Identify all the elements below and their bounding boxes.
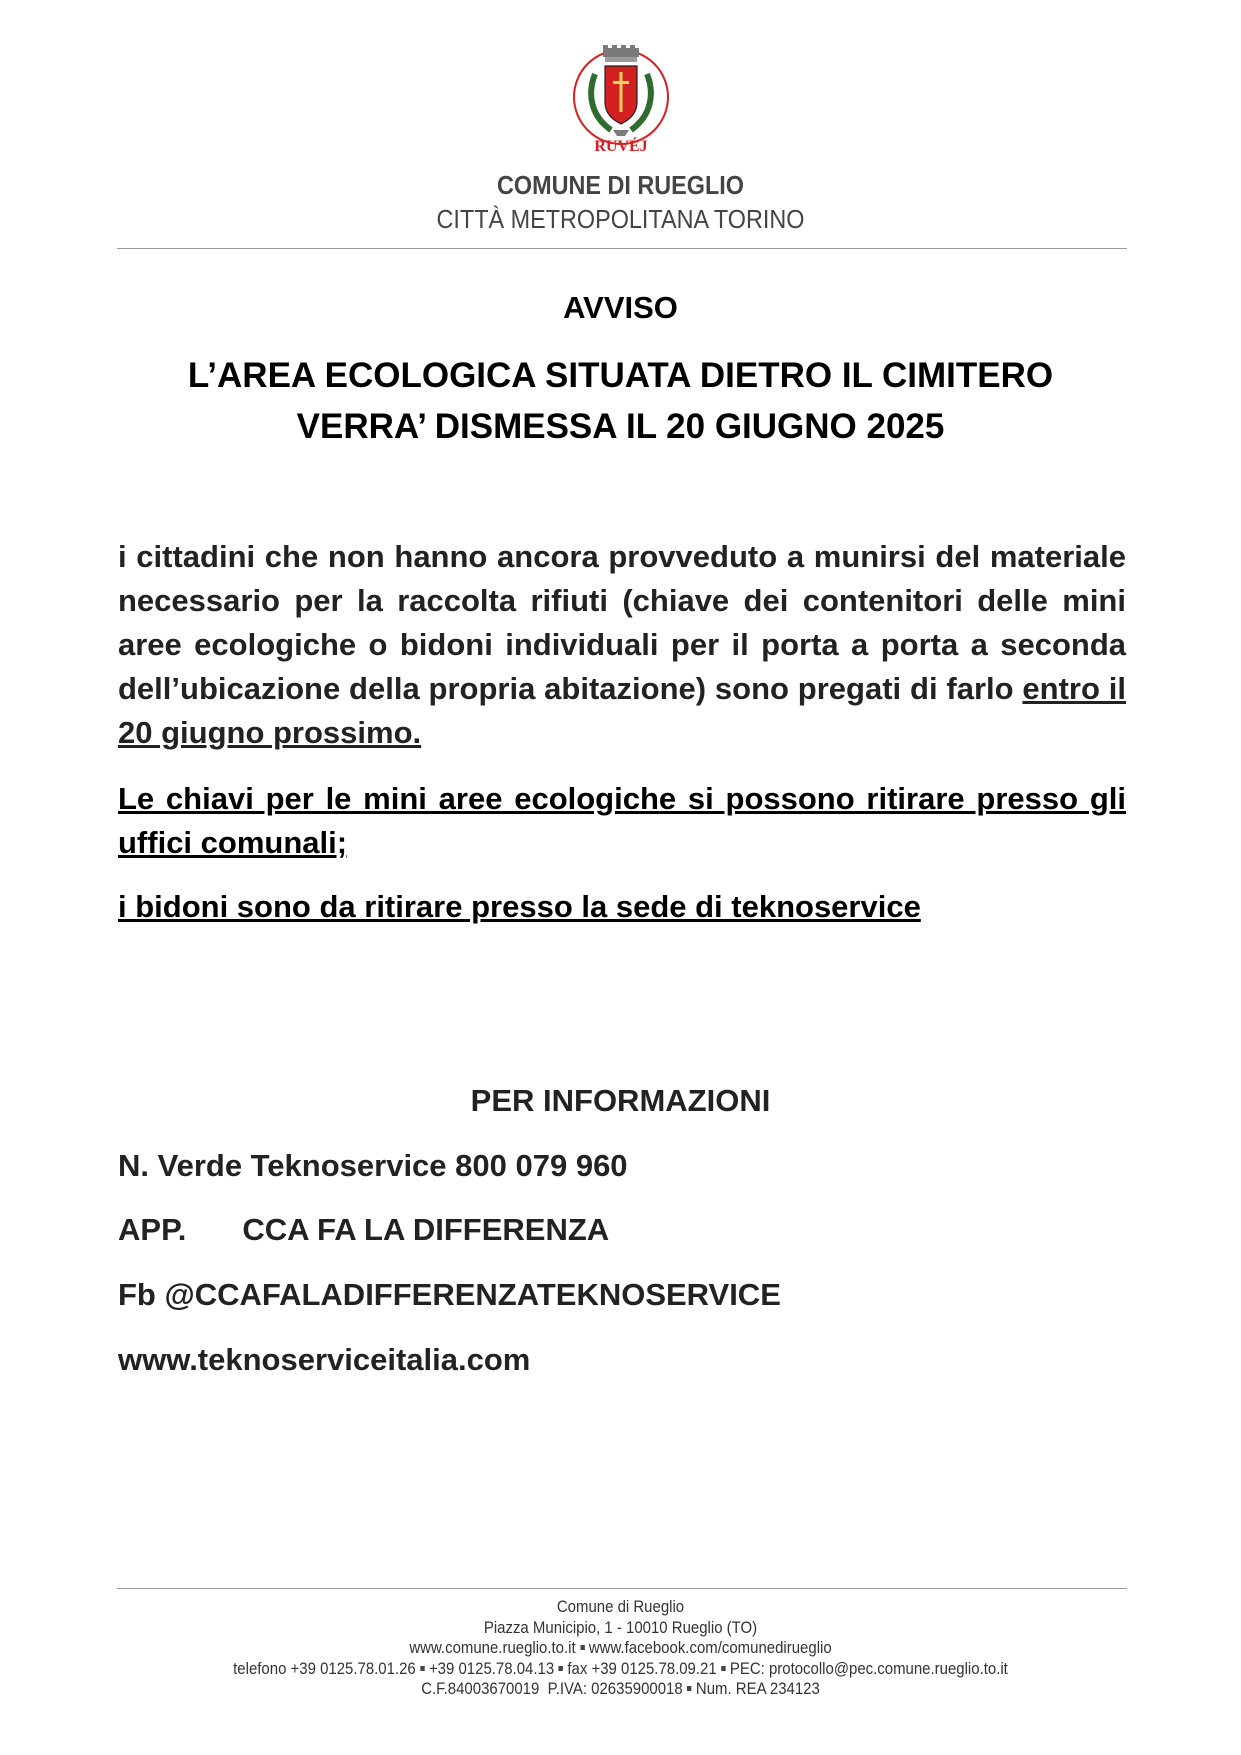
footer-pec: PEC: protocollo@pec.comune.rueglio.to.it	[729, 1658, 1008, 1678]
footer-name: Comune di Rueglio	[556, 1597, 685, 1616]
bins-paragraph: i bidoni sono da ritirare presso la sede di teknoservice	[118, 889, 921, 924]
deadline-text: entro il 20 giugno prossimo.	[118, 671, 1126, 750]
footer-facebook: www.facebook.com/comunedirueglio	[588, 1638, 832, 1657]
footer-web-line	[74, 1638, 1166, 1659]
crest-motto: RUVÉJ	[594, 138, 648, 155]
municipal-crest	[567, 44, 675, 156]
footer-piva: P.IVA: 02635900018	[547, 1679, 683, 1698]
footer-rea: Num. REA 234123	[695, 1679, 820, 1698]
footer-tax-line	[74, 1679, 1166, 1700]
info-title: PER INFORMAZIONI	[470, 1083, 771, 1118]
main-paragraph-text: i cittadini che non hanno ancora provveduto a munirsi del materiale necessario per la raccolta rifiuti (chiave dei contenitori delle mini aree ecologiche o bidoni individuali per il porta a porta a seconda dell’ubicazione della propria abitazione) sono pregati di farlo	[118, 539, 1126, 706]
info-app	[118, 1212, 609, 1248]
footer-divider	[117, 1588, 1127, 1589]
main-paragraph	[118, 535, 1126, 755]
notice-label: AVVISO	[563, 290, 678, 325]
keys-paragraph: Le chiavi per le mini aree ecologiche si possono ritirare presso gli uffici comunali;	[118, 781, 1126, 860]
footer-phone-2: +39 0125.78.04.13	[428, 1658, 555, 1678]
footer	[0, 1597, 1241, 1700]
municipality-subtitle: CITTÀ METROPOLITANA TORINO	[436, 204, 805, 234]
footer-phone-1: telefono +39 0125.78.01.26	[233, 1658, 416, 1678]
footer-contact-line	[74, 1659, 1166, 1680]
info-app-name: CCA FA LA DIFFERENZA	[242, 1212, 610, 1247]
footer-cf: C.F.84003670019	[421, 1679, 540, 1698]
header-divider	[117, 248, 1127, 249]
footer-site: www.comune.rueglio.to.it	[409, 1638, 576, 1657]
municipality-name: COMUNE DI RUEGLIO	[496, 170, 744, 200]
headline-line-1: L’AREA ECOLOGICA SITUATA DIETRO IL CIMITERO	[187, 356, 1054, 395]
info-app-label: APP.	[118, 1212, 187, 1247]
headline-line-2: VERRA’ DISMESSA IL 20 GIUGNO 2025	[296, 407, 945, 446]
info-website: www.teknoserviceitalia.com	[118, 1342, 531, 1377]
footer-fax: fax +39 0125.78.09.21	[567, 1658, 717, 1678]
info-phone: N. Verde Teknoservice 800 079 960	[118, 1148, 628, 1183]
notice-headline	[0, 350, 1241, 452]
footer-address: Piazza Municipio, 1 - 10010 Rueglio (TO)	[483, 1617, 758, 1637]
info-facebook: Fb @CCAFALADIFFERENZATEKNOSERVICE	[118, 1277, 781, 1312]
